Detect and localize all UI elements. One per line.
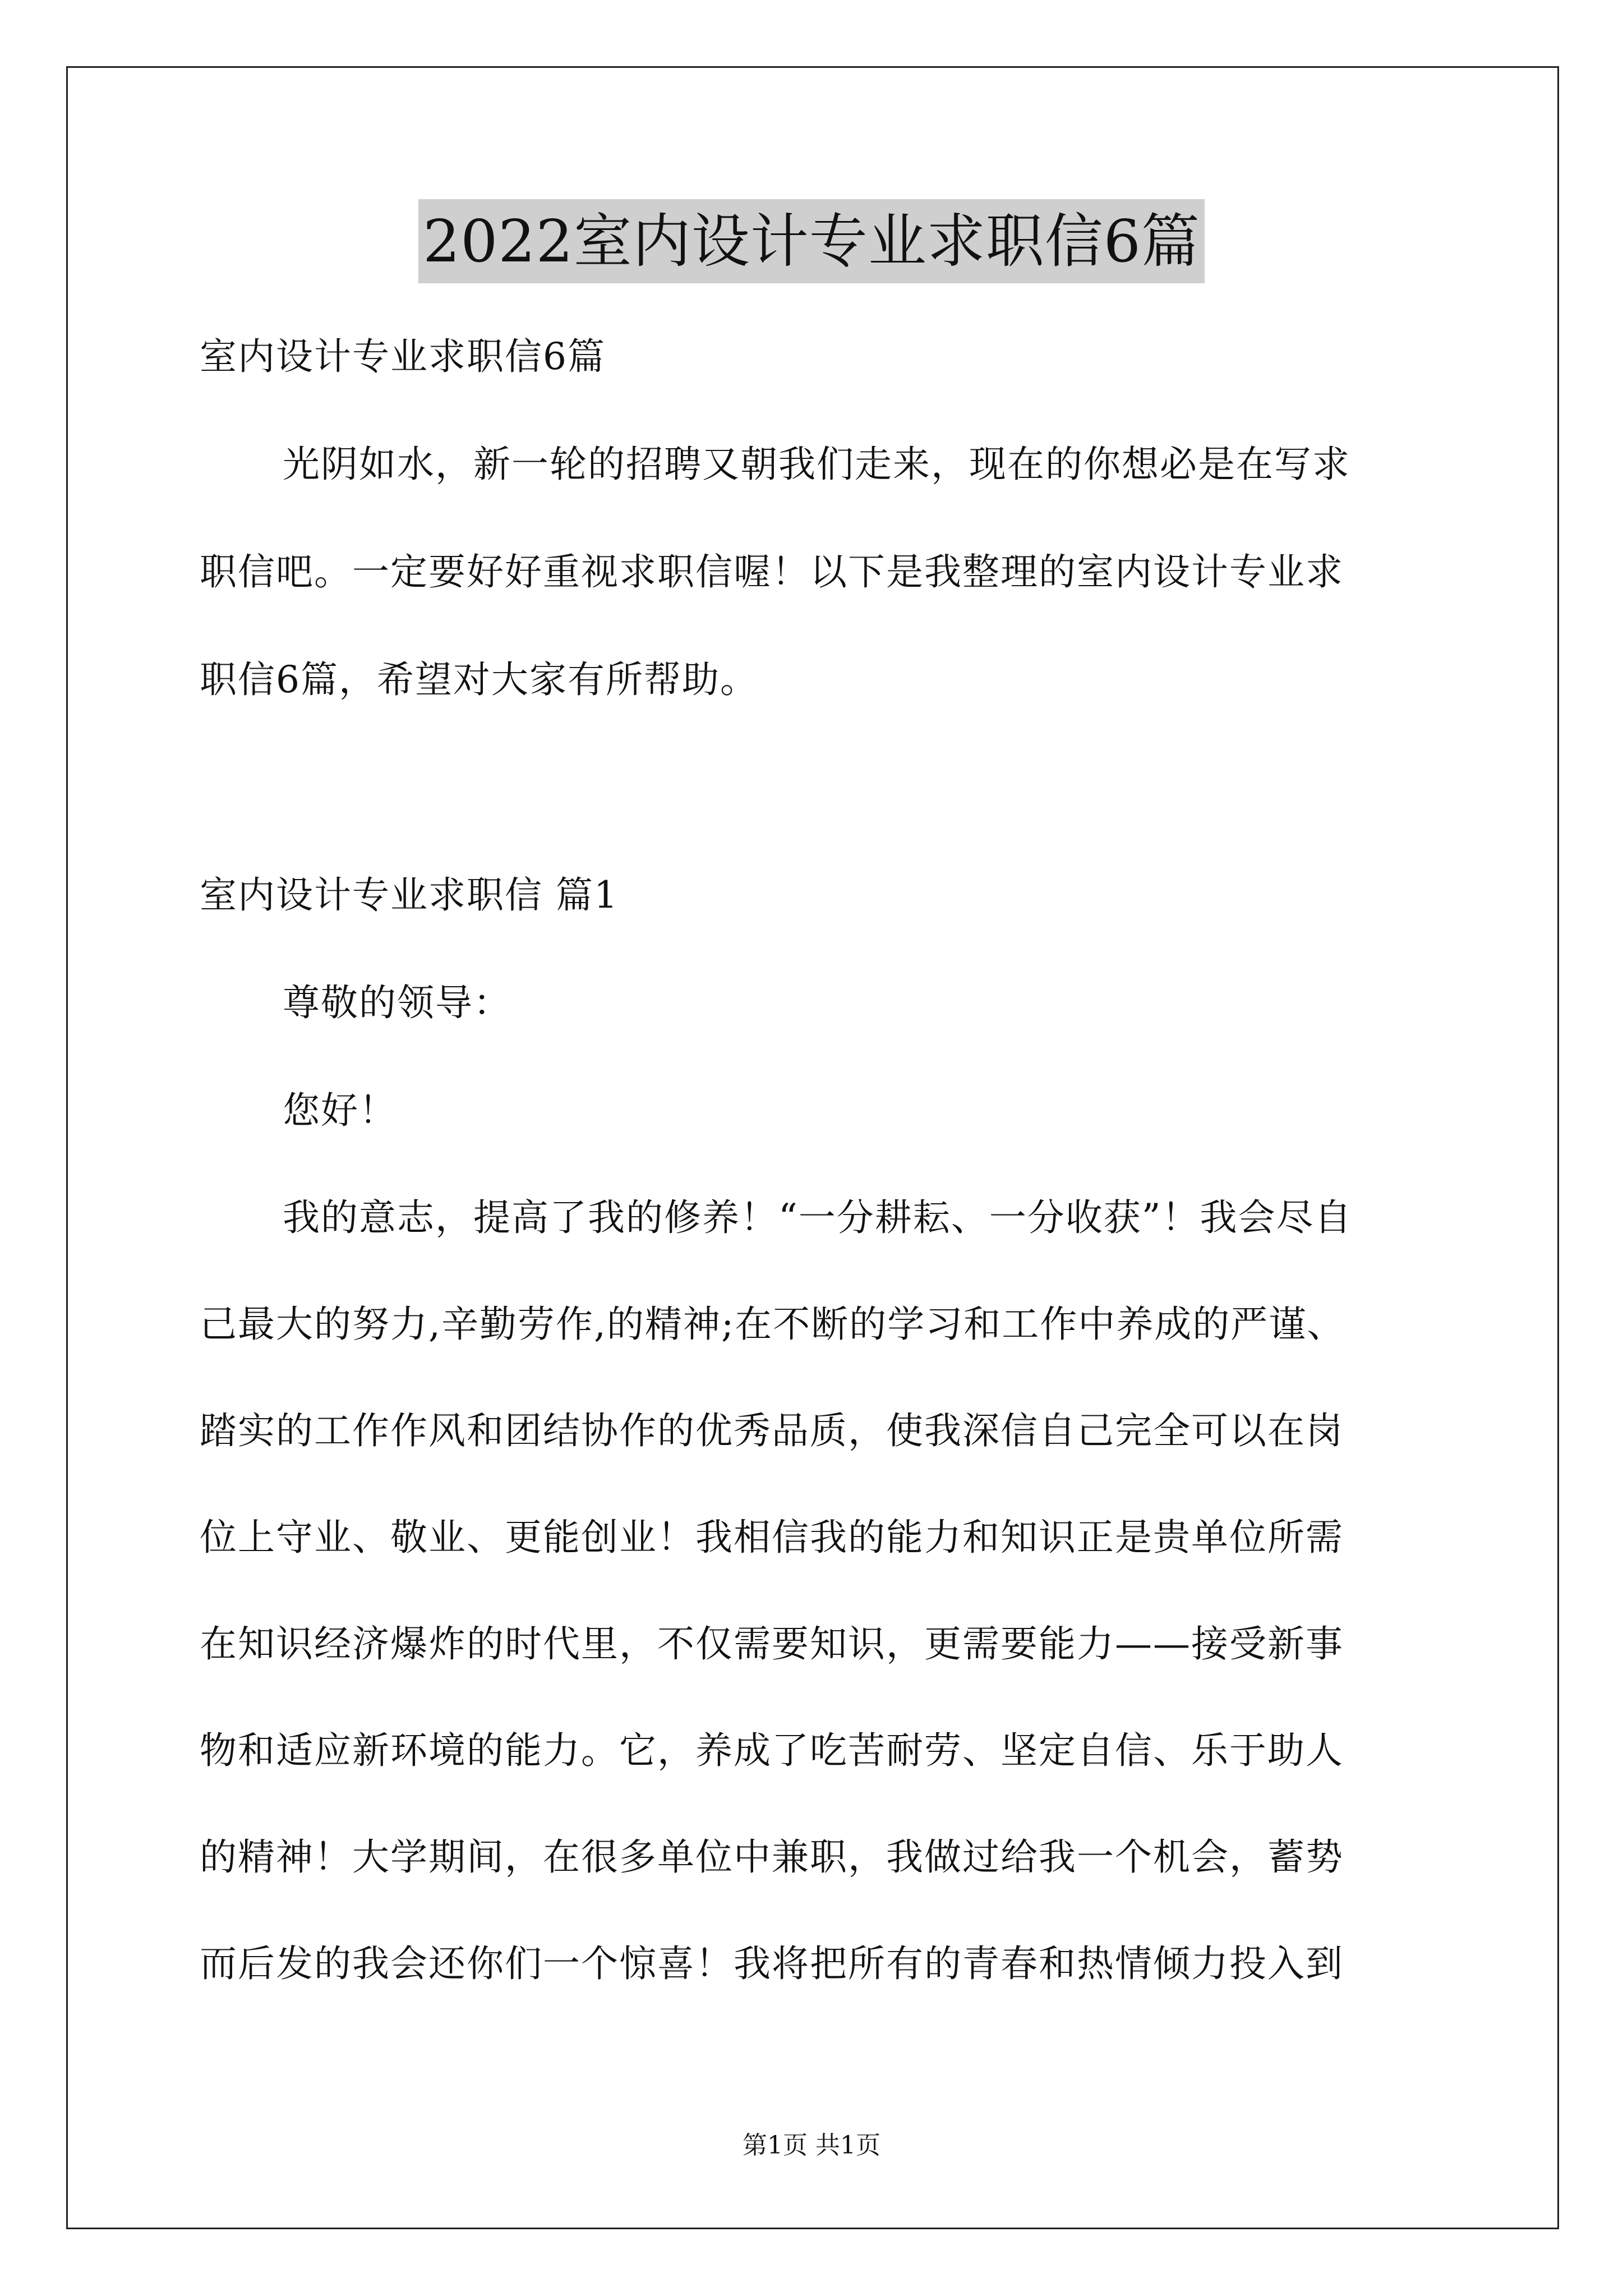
greeting: 您好！ bbox=[283, 1089, 397, 1132]
body-line: 我的意志，提高了我的修养！“一分耕耘、一分收获”！我会尽自 bbox=[283, 1196, 1353, 1239]
paragraph-gap bbox=[200, 734, 1439, 841]
intro-line: 光阴如水，新一轮的招聘又朝我们走来，现在的你想必是在写求 bbox=[283, 443, 1350, 486]
body-line: 的精神！大学期间，在很多单位中兼职，我做过给我一个机会，蓄势 bbox=[200, 1835, 1344, 1879]
intro-line: 职信吧。一定要好好重视求职信喔！以下是我整理的室内设计专业求 bbox=[200, 550, 1344, 593]
salutation: 尊敬的领导： bbox=[283, 981, 511, 1024]
body-line: 在知识经济爆炸的时代里，不仅需要知识，更需要能力——接受新事 bbox=[200, 1622, 1344, 1665]
section-heading: 室内设计专业求职信 篇1 bbox=[200, 873, 619, 917]
body-line: 位上守业、敬业、更能创业！我相信我的能力和知识正是贵单位所需 bbox=[200, 1516, 1344, 1559]
body-line: 己最大的努力,辛勤劳作,的精神;在不断的学习和工作中养成的严谨、 bbox=[200, 1303, 1345, 1346]
intro-line: 职信6篇，希望对大家有所帮助。 bbox=[200, 658, 758, 701]
body-line: 踏实的工作作风和团结协作的优秀品质，使我深信自己完全可以在岗 bbox=[200, 1409, 1344, 1452]
document-body bbox=[200, 303, 1439, 2017]
subtitle: 室内设计专业求职信6篇 bbox=[200, 335, 606, 378]
page-footer: 第1页 共1页 bbox=[743, 2131, 880, 2160]
body-line: 而后发的我会还你们一个惊喜！我将把所有的青春和热情倾力投入到 bbox=[200, 1942, 1344, 1985]
title-container bbox=[0, 199, 1623, 283]
document-title: 2022室内设计专业求职信6篇 bbox=[418, 199, 1205, 283]
body-line: 物和适应新环境的能力。它，养成了吃苦耐劳、坚定自信、乐于助人 bbox=[200, 1729, 1344, 1772]
letter-body bbox=[200, 1165, 1439, 2017]
